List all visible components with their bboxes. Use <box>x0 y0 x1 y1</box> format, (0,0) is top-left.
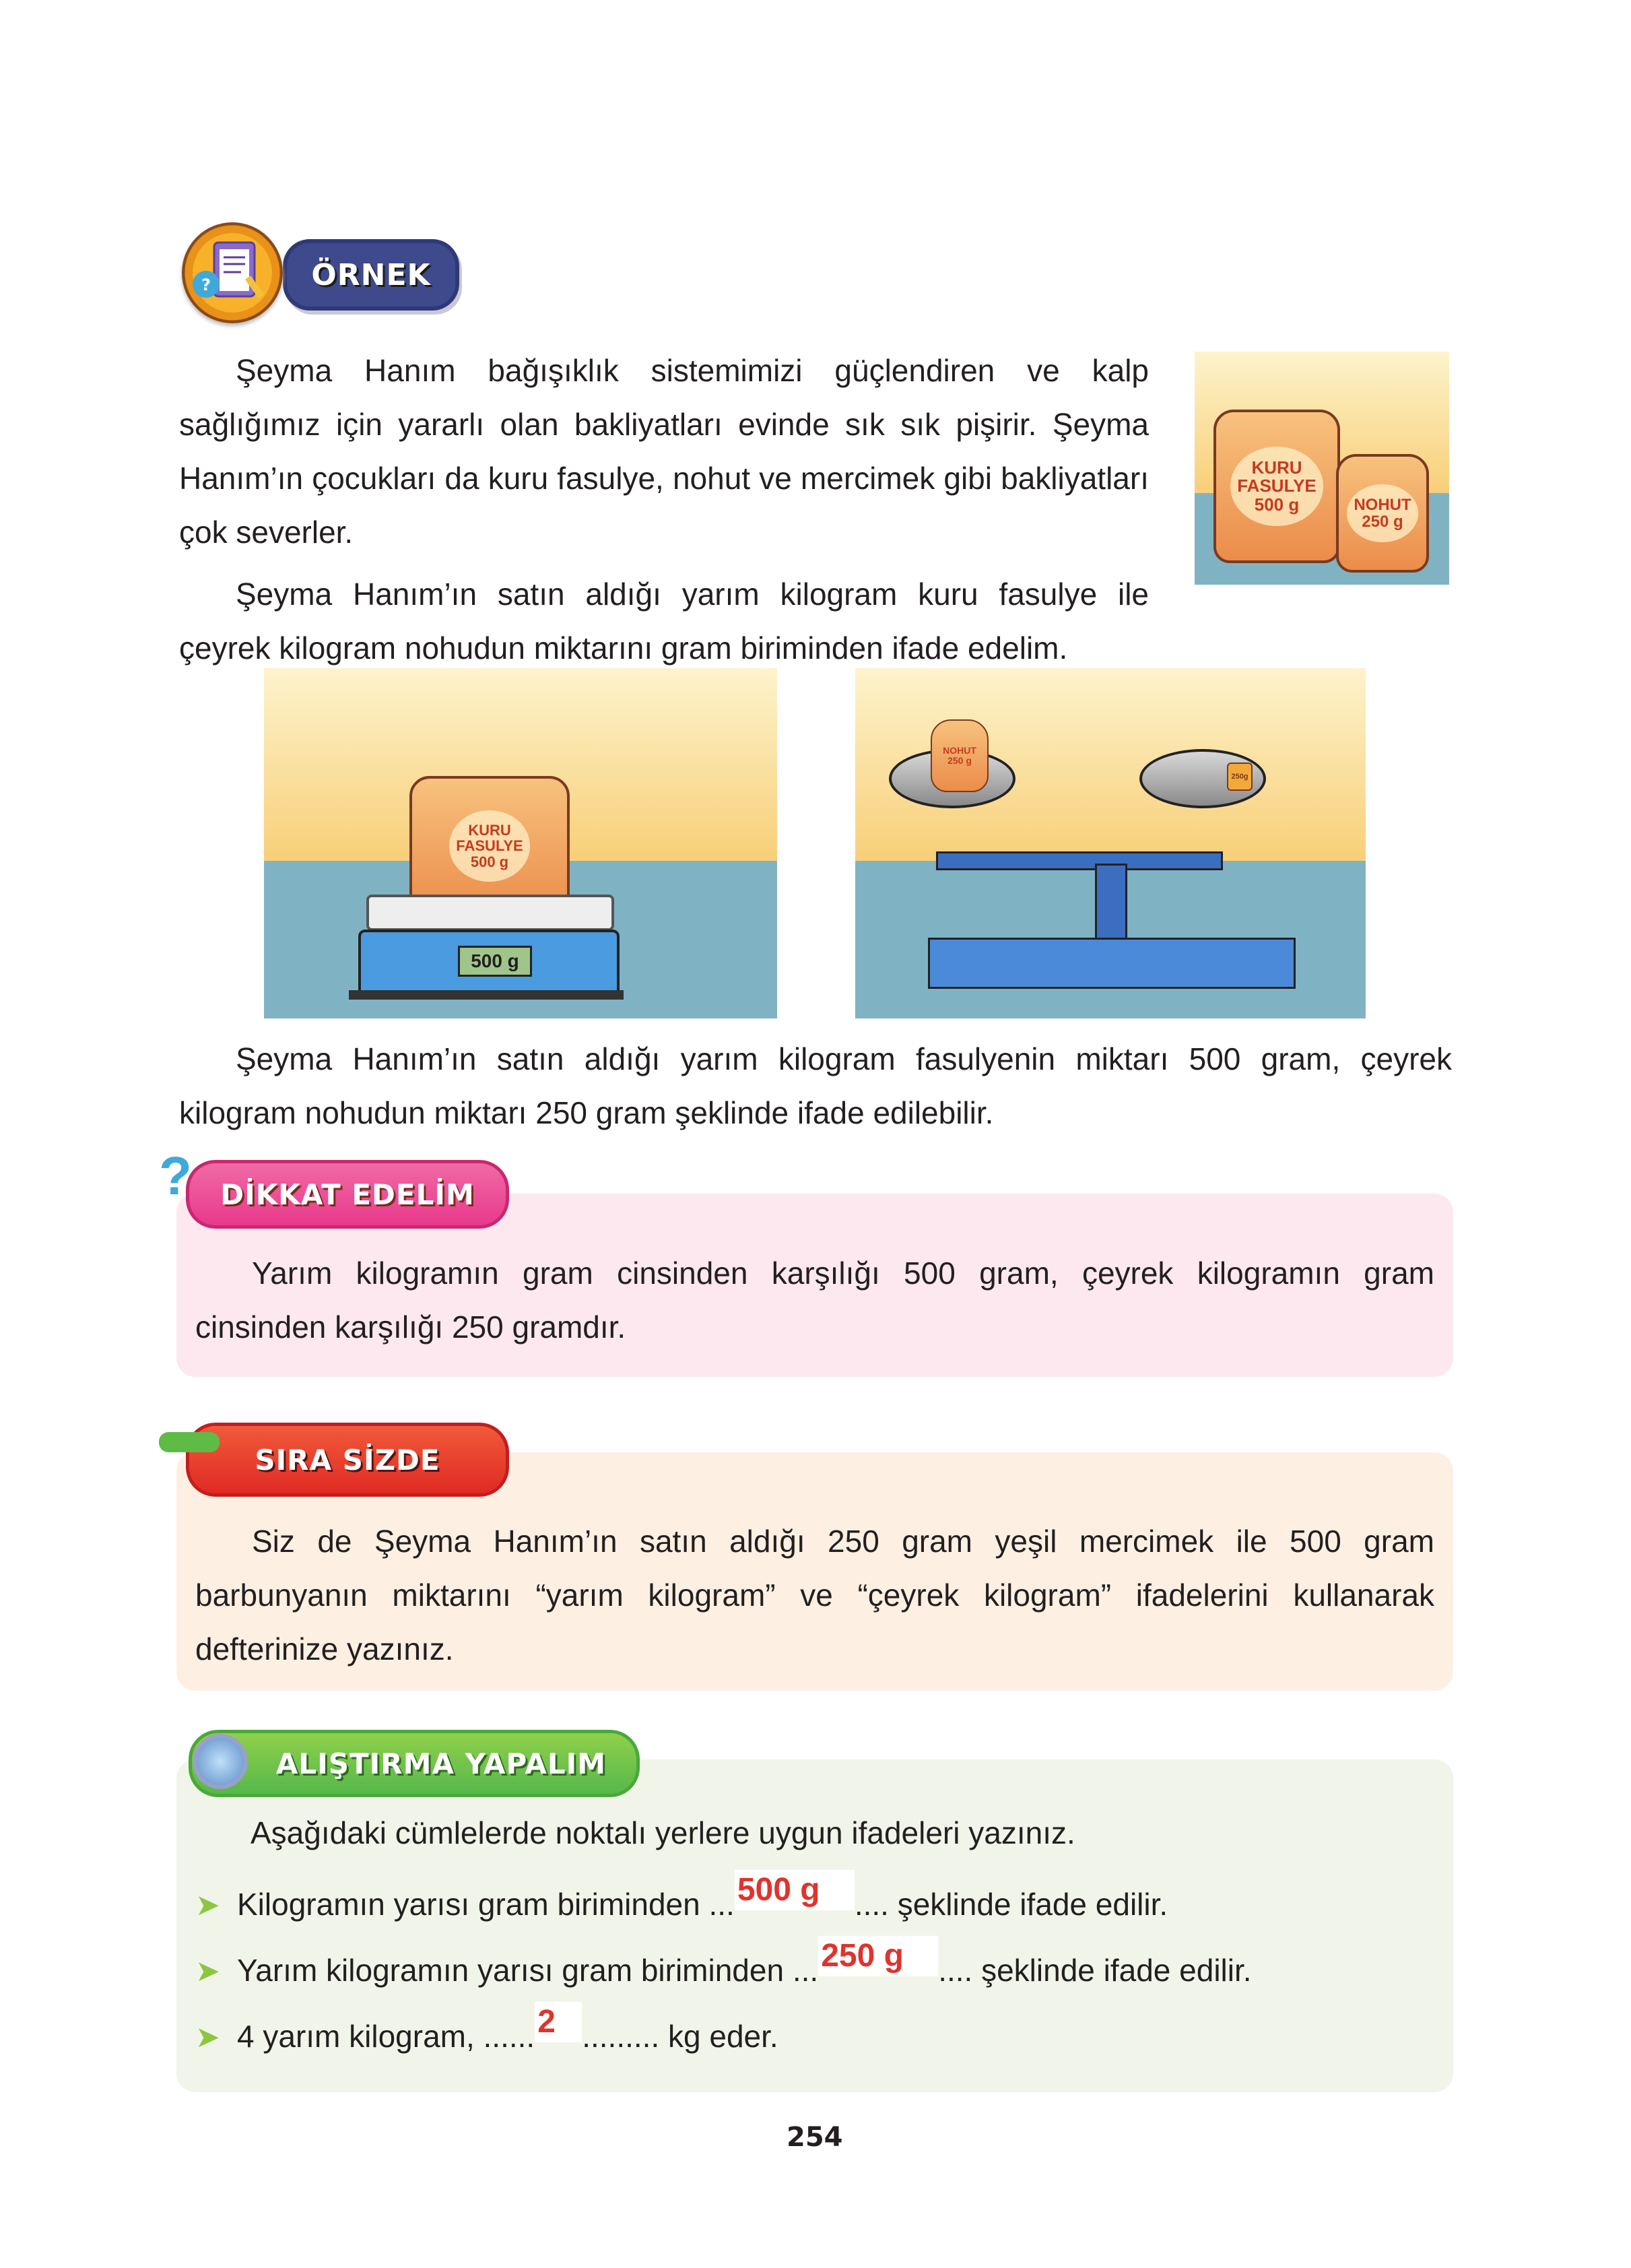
magnifier-icon <box>193 1734 248 1789</box>
balance-beam <box>936 851 1223 870</box>
sira-badge-label: SIRA SİZDE <box>186 1423 509 1497</box>
exercise-item: ➤ Kilogramın yarısı gram biriminden ...500 g .... şeklinde ifade edilir. <box>195 1886 1168 1926</box>
sira-text: Siz de Şeyma Hanım’ın satın aldığı 250 gram yeşil mercimek ile 500 gram barbunyanın miktarını “yarım kilogram” ve “çeyrek kilogram” ifadelerini kullanarak defterinize yazınız. <box>195 1524 1434 1666</box>
sira-badge <box>159 1408 523 1509</box>
dikkat-badge-label: DİKKAT EDELİM <box>186 1160 509 1229</box>
dikkat-badge <box>159 1145 523 1239</box>
balance-scale-illustration <box>855 668 1366 1018</box>
ornek-badge-label: ÖRNEK <box>283 239 459 311</box>
scale-tray <box>366 895 614 931</box>
nohut-sack: NOHUT 250 g <box>931 719 989 792</box>
ornek-paragraph-2: Şeyma Hanım’ın satın aldığı yarım kilogram kuru fasulye ile çeyrek kilogram nohudun miktarını gram biriminden ifade edelim. <box>179 577 1149 666</box>
ornek-paragraph-1: Şeyma Hanım bağışıklık sistemimizi güçlendiren ve kalp sağlığımız için yararlı olan bakliyatları evinde sık sık pişirir. Şeyma Hanım’ın çocukları da kuru fasulye, nohut ve mercimek gibi bakliyatları çok severler. <box>179 353 1149 550</box>
scale-base <box>349 990 624 1000</box>
alistirma-badge <box>175 1711 660 1812</box>
nohut-sack: NOHUT 250 g <box>1336 454 1429 573</box>
clipboard-pencil-question-icon <box>182 222 283 323</box>
answer-field[interactable]: 250 g <box>818 1936 938 1976</box>
arrow-bullet-icon: ➤ <box>195 1955 220 1988</box>
answer-field[interactable]: 2 <box>535 2002 582 2042</box>
alistirma-instruction: Aşağıdaki cümlelerde noktalı yerlere uygun ifadeleri yazınız. <box>251 1815 1075 1850</box>
svg-text:?: ? <box>201 276 211 294</box>
paper-pencil-icon <box>159 1432 220 1452</box>
digital-scale-illustration <box>264 668 777 1018</box>
exercise-item: ➤ 4 yarım kilogram, ......2 ......... kg eder. <box>195 2018 778 2059</box>
balance-base <box>928 938 1296 989</box>
exercise-item: ➤ Yarım kilogramın yarısı gram biriminden ...250 g .... şeklinde ifade edilir. <box>195 1952 1252 1992</box>
ornek-badge <box>175 202 471 337</box>
kuru-fasulye-sack: KURU FASULYE 500 g <box>409 776 570 916</box>
alistirma-badge-label: ALIŞTIRMA YAPALIM <box>189 1730 640 1797</box>
arrow-bullet-icon: ➤ <box>195 1889 220 1922</box>
answer-field[interactable]: 500 g <box>735 1870 855 1910</box>
ornek-paragraph-3: Şeyma Hanım’ın satın aldığı yarım kilogram fasulyenin miktarı 500 gram, çeyrek kilogram nohudun miktarı 250 gram şeklinde ifade edilebilir. <box>179 1041 1452 1130</box>
page-number: 254 <box>787 2122 843 2153</box>
weight-250g: 250g <box>1227 763 1253 791</box>
dikkat-text: Yarım kilogramın gram cinsinden karşılığı 500 gram, çeyrek kilogramın gram cinsinden karşılığı 250 gramdır. <box>195 1256 1434 1344</box>
kuru-fasulye-sack: KURU FASULYE 500 g <box>1213 410 1340 563</box>
balance-pillar <box>1095 864 1127 946</box>
sacks-illustration <box>1195 352 1449 585</box>
book-question-icon: ? <box>159 1146 192 1206</box>
scale-display: 500 g <box>458 946 532 977</box>
arrow-bullet-icon: ➤ <box>195 2021 220 2054</box>
